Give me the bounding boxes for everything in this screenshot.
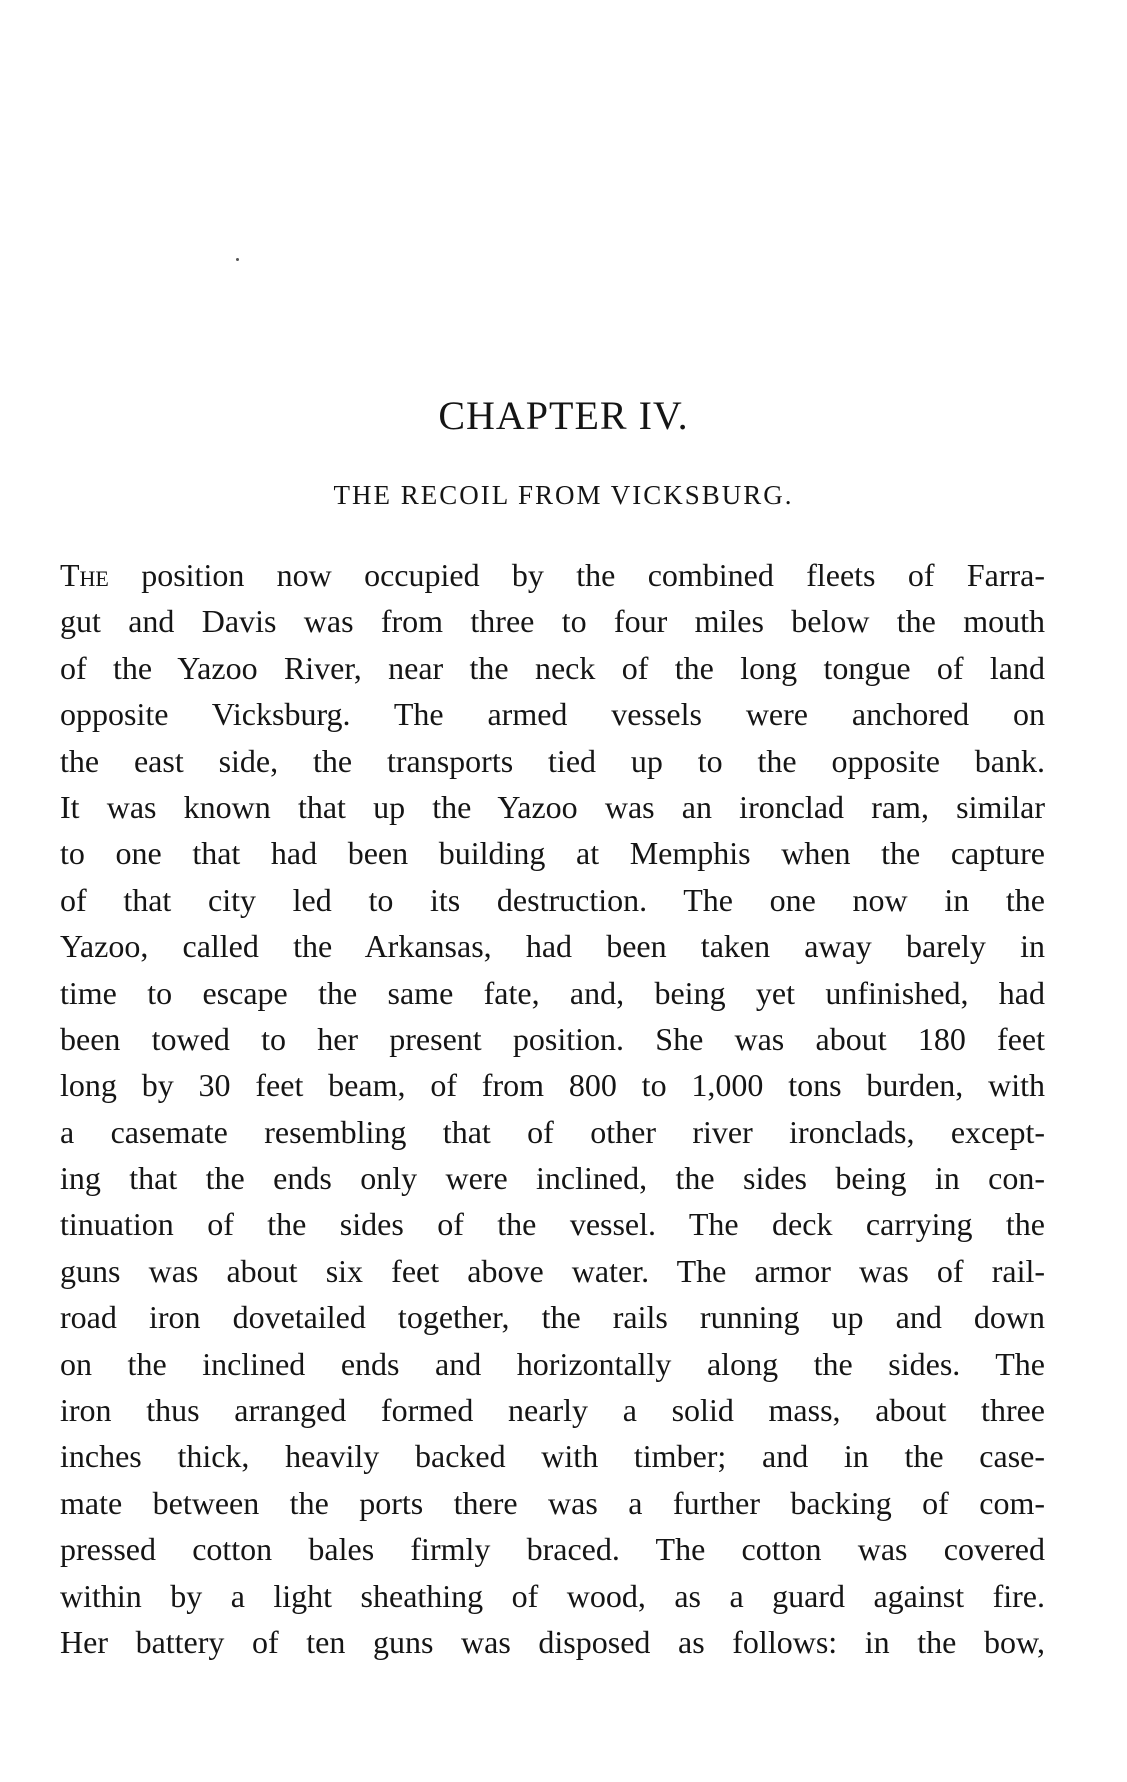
text-line: tinuation of the sides of the vessel. The deck carrying the xyxy=(60,1206,1045,1243)
text-line: pressed cotton bales firmly braced. The cotton was covered xyxy=(60,1531,1045,1568)
drop-word: The xyxy=(60,557,109,593)
text-line: of the Yazoo River, near the neck of the long tongue of land xyxy=(60,649,1045,686)
chapter-number: CHAPTER IV. xyxy=(438,393,689,438)
chapter-title: THE RECOIL FROM VICKSBURG. xyxy=(333,480,794,510)
text-line: It was known that up the Yazoo was an ironclad ram, similar xyxy=(60,788,1045,825)
text-line: ing that the ends only were inclined, the sides being in con- xyxy=(60,1160,1045,1197)
text-line: gut and Davis was from three to four miles below the mouth xyxy=(60,603,1045,640)
text-line: Her battery of ten guns was disposed as follows: in the bow, xyxy=(60,1623,1045,1660)
body-text xyxy=(60,552,1045,1665)
text-line: long by 30 feet beam, of from 800 to 1,000 tons burden, with xyxy=(60,1067,1045,1104)
text-line: mate between the ports there was a further backing of com- xyxy=(60,1484,1045,1521)
text-line: the east side, the transports tied up to the opposite bank. xyxy=(60,742,1045,779)
text-line: been towed to her present position. She was about 180 feet xyxy=(60,1020,1045,1057)
text-line: inches thick, heavily backed with timber; and in the case- xyxy=(60,1438,1045,1475)
text-line: guns was about six feet above water. The armor was of rail- xyxy=(60,1252,1045,1289)
print-speck xyxy=(236,258,239,261)
text-line: of that city led to its destruction. The one now in the xyxy=(60,881,1045,918)
text-line: time to escape the same fate, and, being yet unfinished, had xyxy=(60,974,1045,1011)
text-line: on the inclined ends and horizontally along the sides. The xyxy=(60,1345,1045,1382)
text-line: opposite Vicksburg. The armed vessels were anchored on xyxy=(60,696,1045,733)
text-line: Yazoo, called the Arkansas, had been taken away barely in xyxy=(60,928,1045,965)
text-line xyxy=(60,552,1045,598)
text-line-rest: position now occupied by the combined fleets of Farra- xyxy=(108,557,1045,593)
text-line: a casemate resembling that of other river ironclads, except- xyxy=(60,1113,1045,1150)
text-line: within by a light sheathing of wood, as a guard against fire. xyxy=(60,1577,1045,1614)
text-line: to one that had been building at Memphis when the capture xyxy=(60,835,1045,872)
text-line: road iron dovetailed together, the rails running up and down xyxy=(60,1299,1045,1336)
text-line: iron thus arranged formed nearly a solid mass, about three xyxy=(60,1392,1045,1429)
